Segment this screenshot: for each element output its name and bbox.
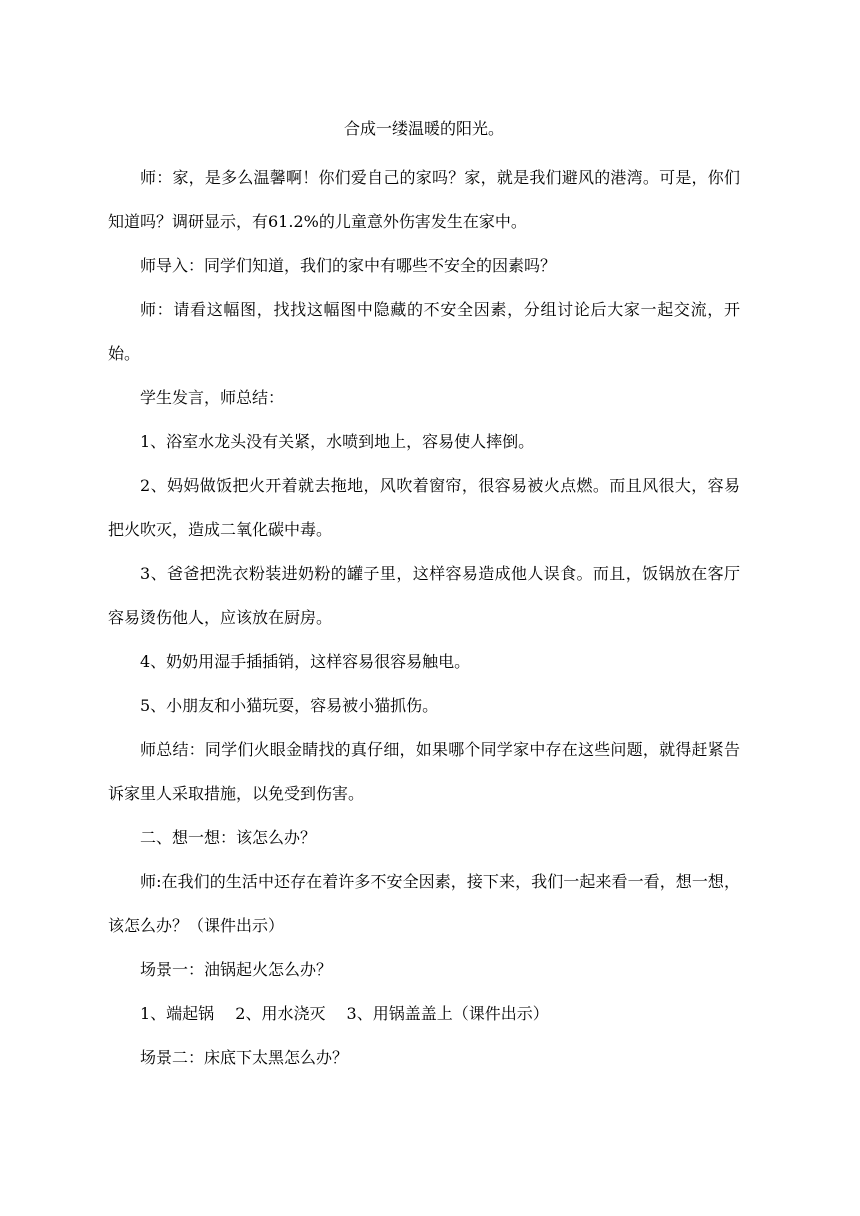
document-title: 合成一缕温暖的阳光。 bbox=[343, 119, 504, 138]
paragraph-item-5: 5、小朋友和小猫玩耍，容易被小猫抓伤。 bbox=[140, 696, 439, 715]
paragraph-item-3: 3、爸爸把洗衣粉装进奶粉的罐子里，这样容易造成他人误食。而且，饭锅放在客厅容易烫伤他人，应该放在厨房。 bbox=[108, 564, 740, 627]
paragraph-item-4: 4、奶奶用湿手插插销，这样容易很容易触电。 bbox=[140, 652, 471, 671]
paragraph-think-intro: 师:在我们的生活中还存在着许多不安全因素，接下来，我们一起来看一看，想一想，该怎么办？（课件出示） bbox=[108, 872, 740, 935]
paragraph-student-speech: 学生发言，师总结： bbox=[140, 388, 285, 407]
paragraph-look-at-picture: 师：请看这幅图，找找这幅图中隐藏的不安全因素，分组讨论后大家一起交流，开始。 bbox=[108, 300, 740, 363]
paragraph-lead-in: 师导入：同学们知道，我们的家中有哪些不安全的因素吗？ bbox=[140, 256, 557, 275]
paragraph-scene-two: 场景二：床底下太黑怎么办？ bbox=[140, 1048, 349, 1067]
paragraph-item-1: 1、浴室水龙头没有关紧，水喷到地上，容易使人摔倒。 bbox=[140, 432, 535, 451]
paragraph-teacher-summary: 师总结：同学们火眼金睛找的真仔细，如果哪个同学家中存在这些问题，就得赶紧告诉家里人采取措施，以免受到伤害。 bbox=[108, 740, 740, 803]
paragraph-scene-one: 场景一：油锅起火怎么办？ bbox=[140, 960, 333, 979]
document-body bbox=[108, 112, 740, 1080]
paragraph-scene-one-options: 1、端起锅 2、用水浇灭 3、用锅盖盖上（课件出示） bbox=[140, 1004, 549, 1023]
paragraph-item-2: 2、妈妈做饭把火开着就去拖地，风吹着窗帘，很容易被火点燃。而且风很大，容易把火吹灭，造成二氧化碳中毒。 bbox=[108, 476, 740, 539]
section-heading-think: 二、想一想：该怎么办？ bbox=[140, 828, 317, 847]
paragraph-intro: 师：家，是多么温馨啊！你们爱自己的家吗？家，就是我们避风的港湾。可是，你们知道吗？调研显示，有61.2%的儿童意外伤害发生在家中。 bbox=[108, 168, 740, 231]
